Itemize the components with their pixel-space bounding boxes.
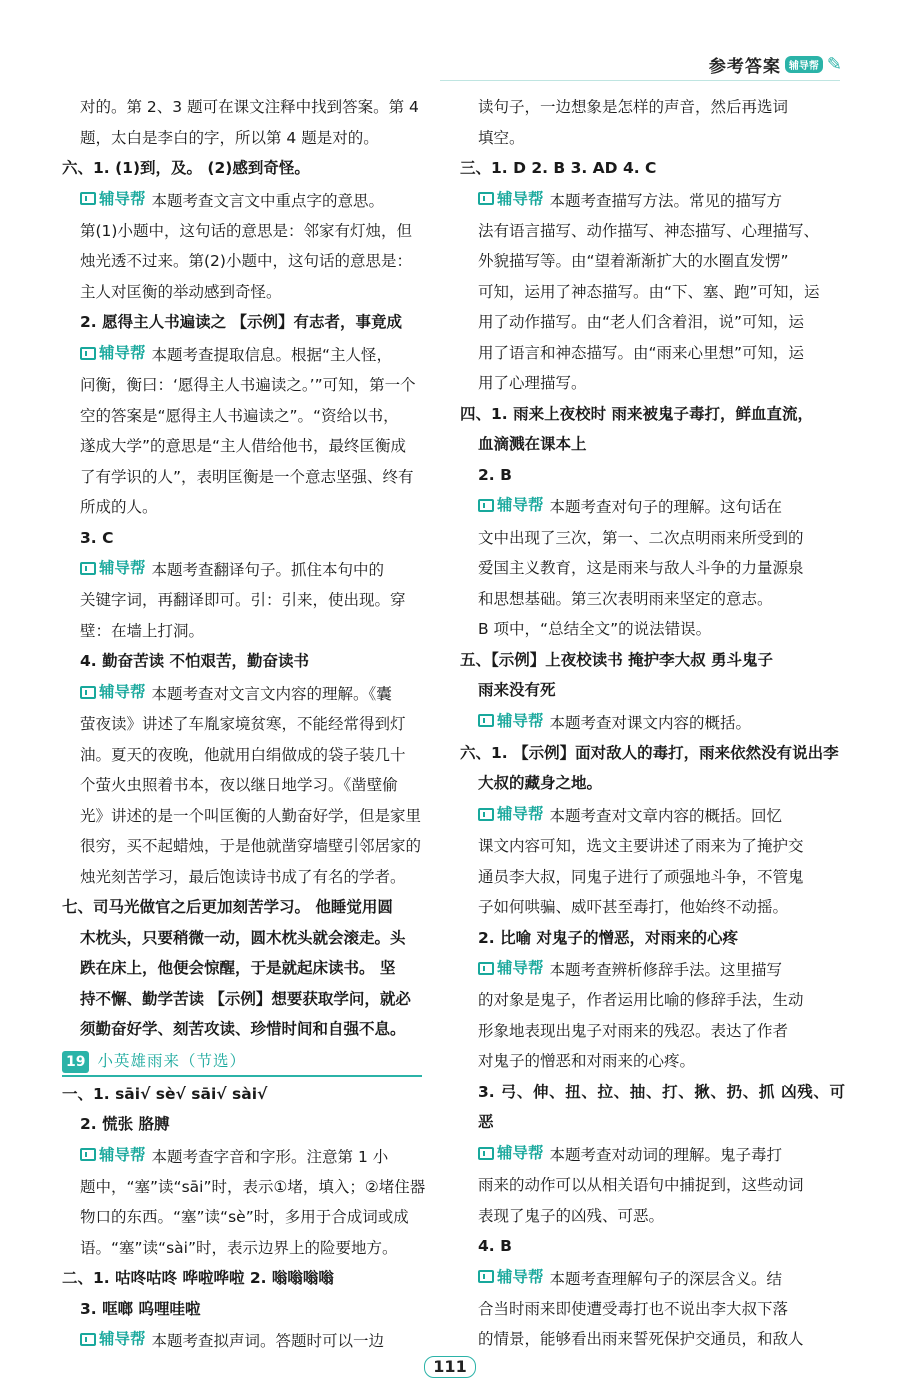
explanation-line: 辅导帮 本题考查对课文内容的概括。 — [460, 706, 845, 738]
tutor-tag: 辅导帮 — [478, 1262, 544, 1293]
answer-line: 四、1. 雨来上夜校时 雨来被鬼子毒打，鲜血直流， — [460, 404, 813, 423]
answer-line: 持不懈、勤学苦读 【示例】想要获取学问，就必 — [80, 989, 411, 1008]
explanation-line: 辅导帮 本题考查对动词的理解。鬼子毒打 — [460, 1138, 845, 1170]
answer-line: 2. 比喻 对鬼子的憎恶，对雨来的心疼 — [478, 928, 738, 947]
text-line: 的情景，能够看出雨来誓死保护交通员，和敌人 — [478, 1330, 804, 1349]
lesson-heading — [62, 1049, 422, 1077]
tutor-tag: 辅导帮 — [80, 1324, 146, 1355]
answer-line: 3. C — [80, 528, 114, 547]
text-line: 题，太白是李白的字，所以第 4 题是对的。 — [80, 128, 379, 147]
text-line: 子如何哄骗、威吓甚至毒打，他始终不动摇。 — [478, 898, 789, 916]
tutor-tag: 辅导帮 — [478, 1138, 544, 1169]
text-line: 烛光透不过来。第(2)小题中，这句话的意思是： — [80, 252, 412, 271]
explanation-line: 辅导帮 本题考查字音和字形。注意第 1 小 — [62, 1140, 447, 1172]
text-line: 关键字词，再翻译即可。引：引来，使出现。穿 — [80, 591, 406, 610]
explanation-line: 辅导帮 本题考查对文言文内容的理解。《囊 — [62, 677, 447, 709]
text-line: 壁：在墙上打洞。 — [80, 621, 205, 640]
explanation-line: 辅导帮 本题考查描写方法。常见的描写方 — [460, 184, 845, 216]
book-icon — [80, 1333, 96, 1346]
answer-line: 一、1. sāi√ sè√ sāi√ sài√ — [62, 1084, 268, 1103]
answer-line: 跌在床上，他便会惊醒，于是就起床读书。 坚 — [80, 959, 396, 977]
book-icon — [478, 192, 494, 205]
tutor-tag: 辅导帮 — [478, 706, 544, 737]
answer-line: 三、1. D 2. B 3. AD 4. C — [460, 159, 657, 177]
answer-line: 木枕头，只要稍微一动，圆木枕头就会滚走。头 — [80, 928, 406, 947]
tutor-tag: 辅导帮 — [478, 799, 544, 830]
explanation-line: 辅导帮 本题考查对句子的理解。这句话在 — [460, 490, 845, 522]
answer-line: 2. 慌张 胳膊 — [80, 1115, 170, 1133]
book-icon — [478, 962, 494, 975]
text-line: 物口的东西。“塞”读“sè”时，多用于合成词或成 — [80, 1208, 409, 1227]
book-icon — [478, 808, 494, 821]
text-line: 爱国主义教育，这是雨来与敌人斗争的力量源泉 — [478, 559, 804, 577]
explanation-line: 辅导帮 本题考查理解句子的深层含义。结 — [460, 1262, 845, 1294]
header-divider — [440, 80, 840, 81]
book-icon — [80, 562, 96, 575]
tutor-tag: 辅导帮 — [80, 184, 146, 215]
tutor-tag: 辅导帮 — [80, 1140, 146, 1171]
text-line: 主人对匡衡的举动感到奇怪。 — [80, 282, 282, 301]
lesson-title: 小英雄雨来（节选） — [97, 1052, 246, 1071]
answer-line: 2. 愿得主人书遍读之 【示例】有志者，事竟成 — [80, 313, 402, 332]
answer-line: 六、1. (1)到，及。 (2)感到奇怪。 — [62, 159, 310, 177]
text-line: 雨来的动作可以从相关语句中捕捉到，这些动词 — [478, 1176, 804, 1194]
book-icon — [478, 714, 494, 727]
answer-line: 血滴溅在课本上 — [478, 435, 587, 454]
page-header — [709, 52, 842, 77]
text-line: 语。“塞”读“sài”时，表示边界上的险要地方。 — [80, 1238, 398, 1257]
answer-line: 二、1. 咕咚咕咚 哗啦哗啦 2. 嗡嗡嗡嗡 — [62, 1269, 334, 1288]
answer-line: 五、【示例】上夜校读书 掩护李大叔 勇斗鬼子 — [460, 650, 774, 669]
book-icon — [80, 192, 96, 205]
text-line: 第(1)小题中，这句话的意思是：邻家有灯烛，但 — [80, 221, 412, 240]
left-column — [62, 92, 447, 1357]
text-line: B 项中，“总结全文”的说法错误。 — [478, 620, 712, 638]
text-line: 问衡，衡曰：‘愿得主人书遍读之。’”可知，第一个 — [80, 376, 416, 394]
right-column — [460, 92, 845, 1355]
text-line: 光》讲述的是一个叫匡衡的人勤奋好学，但是家里 — [80, 806, 422, 825]
book-icon — [478, 1147, 494, 1160]
text-line: 对的。第 2、3 题可在课文注释中找到答案。第 4 — [80, 98, 419, 116]
text-line: 外貌描写等。由“望着渐渐扩大的水圈直发愣” — [478, 252, 789, 271]
text-line: 表现了鬼子的凶残、可恶。 — [478, 1206, 665, 1225]
lesson-number: 19 — [62, 1051, 89, 1073]
text-line: 油。夏天的夜晚，他就用白绢做成的袋子装几十 — [80, 745, 406, 764]
text-line: 萤夜读》讲述了车胤家境贫寒，不能经常得到灯 — [80, 715, 406, 733]
book-icon — [80, 1148, 96, 1161]
tutor-tag: 辅导帮 — [80, 338, 146, 369]
text-line: 和思想基础。第三次表明雨来坚定的意志。 — [478, 589, 773, 608]
text-line: 空的答案是“愿得主人书遍读之”。“资给以书， — [80, 406, 399, 425]
text-line: 了有学识的人”，表明匡衡是一个意志坚强、终有 — [80, 467, 414, 486]
text-line: 个萤火虫照着书本，夜以继日地学习。《凿壁偷 — [80, 776, 398, 794]
text-line: 用了动作描写。由“老人们含着泪，说”可知，运 — [478, 313, 805, 332]
page-number: 111 — [0, 1356, 900, 1378]
text-line: 可知，运用了神态描写。由“下、塞、跑”可知，运 — [478, 282, 820, 301]
text-line: 题中，“塞”读“sāi”时，表示①堵，填入；②堵住器 — [80, 1177, 426, 1196]
explanation-line: 辅导帮 本题考查对文章内容的概括。回忆 — [460, 799, 845, 831]
book-icon — [478, 1270, 494, 1283]
text-line: 用了心理描写。 — [478, 374, 587, 393]
text-line: 填空。 — [478, 128, 525, 147]
book-icon — [478, 499, 494, 512]
tutor-tag: 辅导帮 — [478, 953, 544, 984]
text-line: 读句子，一边想象是怎样的声音，然后再选词 — [478, 98, 789, 116]
answer-line: 七、司马光做官之后更加刻苦学习。 他睡觉用圆 — [62, 898, 393, 916]
text-line: 烛光刻苦学习，最后饱读诗书成了有名的学者。 — [80, 867, 406, 886]
answer-line: 六、1. 【示例】面对敌人的毒打，雨来依然没有说出李 — [460, 743, 839, 762]
header-title: 参考答案 — [708, 57, 781, 77]
text-line: 课文内容可知，选文主要讲述了雨来为了掩护交 — [478, 837, 804, 855]
text-line: 法有语言描写、动作描写、神态描写、心理描写、 — [478, 221, 820, 240]
answer-line: 4. 勤奋苦读 不怕艰苦，勤奋读书 — [80, 652, 309, 671]
answer-line: 雨来没有死 — [478, 681, 556, 699]
pen-icon: ✎ — [826, 54, 842, 75]
tutor-tag: 辅导帮 — [80, 677, 146, 708]
explanation-line: 辅导帮 本题考查翻译句子。抓住本句中的 — [62, 553, 447, 585]
book-icon — [80, 686, 96, 699]
answer-line: 须勤奋好学、刻苦攻读、珍惜时间和自强不息。 — [80, 1020, 406, 1038]
text-line: 合当时雨来即使遭受毒打也不说出李大叔下落 — [478, 1299, 789, 1318]
answer-line: 4. B — [478, 1237, 512, 1255]
text-line: 用了语言和神态描写。由“雨来心里想”可知，运 — [478, 343, 805, 362]
text-line: 所成的人。 — [80, 498, 158, 516]
tutor-tag: 辅导帮 — [478, 490, 544, 521]
text-line: 很穷，买不起蜡烛，于是他就凿穿墙壁引邻居家的 — [80, 837, 422, 855]
book-icon — [80, 347, 96, 360]
answer-line: 大叔的藏身之地。 — [478, 774, 603, 793]
explanation-line: 辅导帮 本题考查文言文中重点字的意思。 — [62, 184, 447, 216]
tutor-tag: 辅导帮 — [478, 184, 544, 215]
answer-line: 2. B — [478, 465, 512, 484]
header-badge: 辅导帮 — [785, 56, 823, 73]
answer-line: 3. 弓、伸、扭、拉、抽、打、揪、扔、抓 凶残、可恶 — [478, 1082, 845, 1132]
text-line: 的对象是鬼子，作者运用比喻的修辞手法，生动 — [478, 991, 804, 1010]
answer-line: 3. 哐啷 呜哩哇啦 — [80, 1299, 201, 1318]
explanation-line: 辅导帮 本题考查拟声词。答题时可以一边 — [62, 1324, 447, 1356]
text-line: 遂成大学”的意思是“主人借给他书，最终匡衡成 — [80, 437, 407, 455]
text-line: 文中出现了三次，第一、二次点明雨来所受到的 — [478, 528, 804, 547]
explanation-line: 辅导帮 本题考查辨析修辞手法。这里描写 — [460, 953, 845, 985]
tutor-tag: 辅导帮 — [80, 553, 146, 584]
text-line: 形象地表现出鬼子对雨来的残忍。表达了作者 — [478, 1021, 789, 1040]
text-line: 通员李大叔，同鬼子进行了顽强地斗争，不管鬼 — [478, 867, 804, 886]
explanation-line: 辅导帮 本题考查提取信息。根据“主人怪， — [62, 338, 447, 370]
text-line: 对鬼子的憎恶和对雨来的心疼。 — [478, 1052, 696, 1071]
